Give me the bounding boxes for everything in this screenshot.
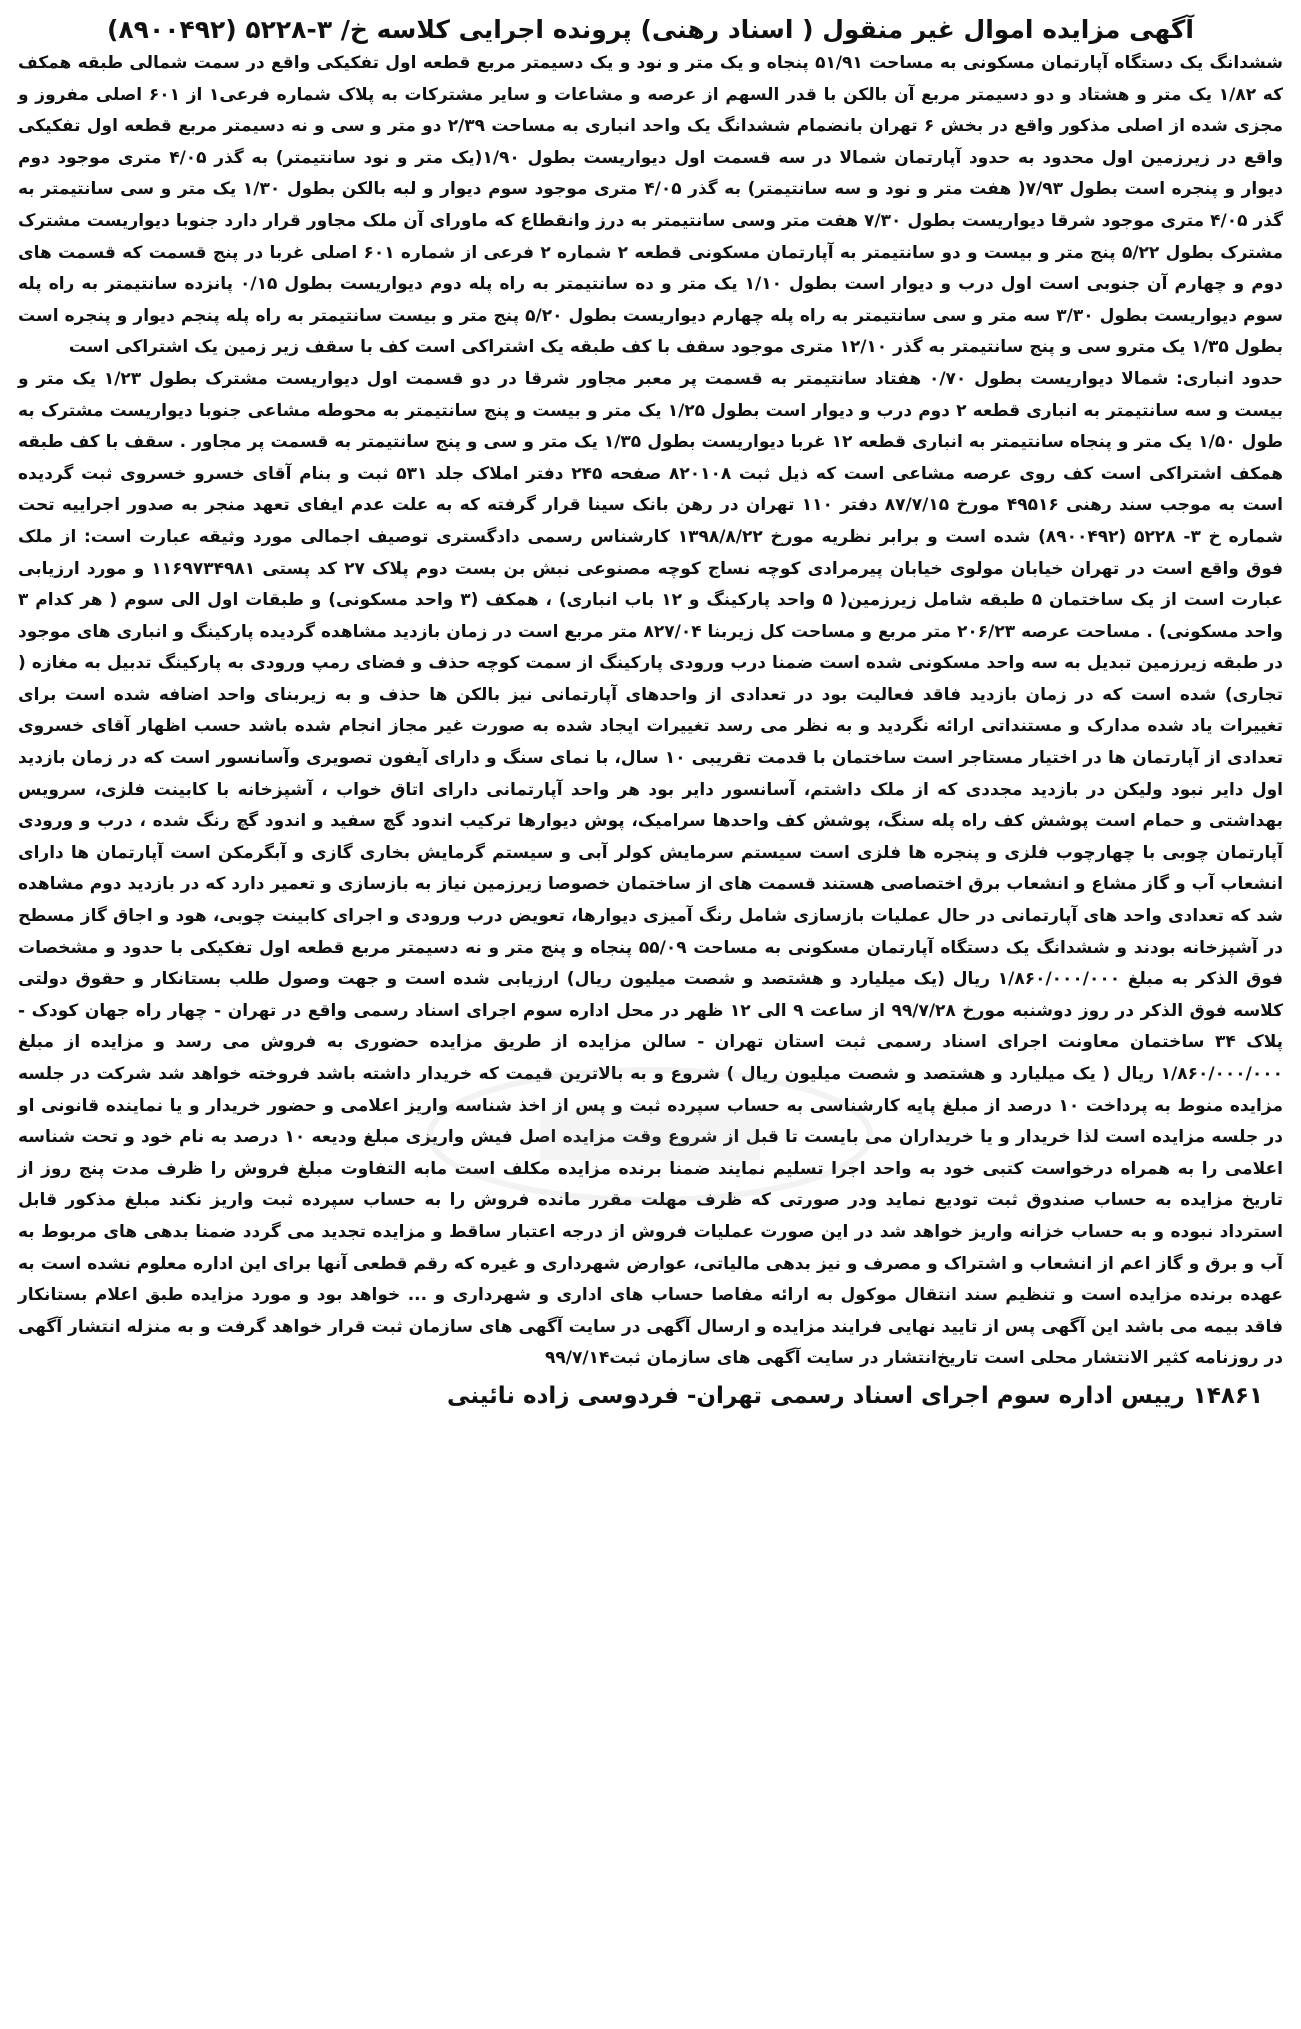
property-description-paragraph: ششدانگ یک دستگاه آپارتمان مسکونی به مساحت ۵۱/۹۱ پنجاه و یک متر و نود و یک دسیمتر مربع قطعه اول تفکیکی واقع در سمت شمالی طبقه همکف که ۱/۸۲ یک متر و هشتاد و دو دسیمتر مربع آن بالکن با قدر السهم از عرصه و مشاعات و سایر مشترکات به پلاک شماره فرعی۱ از ۶۰۱ اصلی مفروز و مجزی شده از اصلی مذکور واقع در بخش ۶ تهران بانضمام ششدانگ یک واحد انباری به مساحت ۲/۳۹ دو متر و سی و نه دسیمتر مربع قطعه اول تفکیکی واقع در زیرزمین اول محدود به حدود آپارتمان شمالا در سه قسمت اول دیواریست بطول ۱/۹۰(یک متر و نود سانتیمتر) به گذر ۴/۰۵ متری موجود دوم دیوار و پنجره است بطول ۷/۹۳( هفت متر و نود و سه سانتیمتر) به گذر ۴/۰۵ متری موجود سوم دیوار و لبه بالکن بطول ۱/۳۰ یک متر و سی سانتیمتر به گذر ۴/۰۵ متری موجود شرقا دیواریست بطول ۷/۳۰ هفت متر وسی سانتیمتر به درز وانقطاع که ماورای آن ملک مجاور قرار دارد جنوبا دیواریست مشترک مشترک بطول ۵/۲۲ پنج متر و بیست و دو سانتیمتر به آپارتمان مسکونی قطعه ۲ شماره ۲ فرعی از شماره ۶۰۱ اصلی غربا در پنج قسمت که قسمت های دوم و چهارم آن جنوبی است اول درب و دیوار است بطول ۱/۱۰ یک متر و ده سانتیمتر به راه پله دوم دیواریست بطول ۰/۱۵ پانزده سانتیمتر به راه پله سوم دیواریست بطول ۳/۳۰ سه متر و سی سانتیمتر به راه پله چهارم دیواریست بطول ۵/۲۰ پنج متر و بیست سانتیمتر به راه پله پنجم دیوار و پنجره است بطول ۱/۳۵ یک مترو سی و پنج سانتیمتر به گذر ۱۲/۱۰ متری موجود سقف با کف طبقه یک اشتراکی است کف با سقف زیر زمین یک اشتراکی است bbox=[18, 53, 1284, 358]
notice-signature: ۱۴۸۶۱ رییس اداره سوم اجرای اسناد رسمی تهران- فردوسی زاده نائینی bbox=[447, 1382, 1263, 1409]
notice-title: آگهی مزایده اموال غیر منقول ( اسناد رهنی) پرونده اجرایی کلاسه خ/ ۳-۵۲۲۸ (۸۹۰۰۴۹۲) bbox=[106, 15, 1194, 44]
storage-and-auction-terms-paragraph: حدود انباری: شمالا دیواریست بطول ۰/۷۰ هفتاد سانتیمتر به قسمت پر معبر مجاور شرقا در دو قسمت اول دیواریست مشترک بطول ۱/۲۳ یک متر و بیست و سه سانتیمتر به انباری قطعه ۲ دوم درب و دیوار است بطول ۱/۲۵ یک متر و بیست و پنج سانتیمتر به محوطه مشاعی جنوبا دیواریست مشترک به طول ۱/۵۰ یک متر و پنجاه سانتیمتر به انباری قطعه ۱۲ غربا دیواریست بطول ۱/۳۵ یک متر و سی و پنج سانتیمتر به قسمت پر مجاور . سقف با کف طبقه همکف اشتراکی است کف روی عرصه مشاعی است که ذیل ثبت ۸۲۰۱۰۸ صفحه ۲۴۵ دفتر املاک جلد ۵۳۱ ثبت و بنام آقای خسرو خسروی ثبت گردیده است به موجب سند رهنی ۴۹۵۱۶ مورخ ۸۷/۷/۱۵ دفتر ۱۱۰ تهران در رهن بانک سینا قرار گرفته که به علت عدم ایفای تعهد منجر به صدور اجراییه تحت شماره خ ۳- ۵۲۲۸ (۸۹۰۰۴۹۲) شده است و برابر نظریه مورخ ۱۳۹۸/۸/۲۲ کارشناس رسمی دادگستری توصیف اجمالی مورد وثیقه عبارت است: از ملک فوق واقع است در تهران خیابان مولوی خیابان پیرمرادی کوچه نساج کوچه مصنوعی نبش بن بست دوم پلاک ۲۷ کد پستی ۱۱۶۹۷۳۴۹۸۱ و مورد ارزیابی عبارت است از یک ساختمان ۵ طبقه شامل زیرزمین( ۵ واحد پارکینگ و ۱۲ باب انباری) ، همکف (۳ واحد مسکونی) و طبقات اول الی سوم ( هر کدام ۳ واحد مسکونی) . مساحت عرصه ۲۰۶/۲۳ متر مربع و مساحت کل زیربنا ۸۲۷/۰۴ متر مربع است در زمان بازدید مشاهده گردیده پارکینگ و انباری های موجود در طبقه زیرزمین تبدیل به سه واحد مسکونی شده است ضمنا درب ورودی پارکینگ از سمت کوچه حذف و فضای رمپ ورودی به پارکینگ تدبیل به مغازه ( تجاری) شده است که در زمان بازدید فاقد فعالیت بود در تعدادی از واحدهای آپارتمانی نیز بالکن ها حذف و به زیربنای واحد اضافه شده است برای تغییرات یاد شده مدارک و مستنداتی ارائه نگردید و به نظر می رسد تغییرات ایجاد شده به صورت غیر مجاز انجام شده باشد حسب اظهار آقای خسروی تعدادی از آپارتمان ها در اختیار مستاجر است ساختمان با قدمت تقریبی ۱۰ سال، با نمای سنگ و دارای آیفون تصویری وآسانسور است که در زمان بازدید اول دایر نبود ولیکن در بازدید مجددی که از ملک داشتم، آسانسور دایر بود هر واحد آپارتمانی دارای اتاق خواب ، آشپزخانه با کابینت فلزی، سرویس بهداشتی و حمام است پوشش کف راه پله سنگ، پوشش کف واحدها سرامیک، پوش دیوارها ترکیب اندود گچ سفید و اندود گچ رنگ شده ، درب و ورودی آپارتمان چوبی با چهارچوب فلزی و پنجره ها فلزی است سیستم سرمایش کولر آبی و سیستم گرمایش بخاری گازی و آبگرمکن است آپارتمان ها دارای انشعاب آب و گاز مشاع و انشعاب برق اختصاصی هستند قسمت های از ساختمان خصوصا زیرزمین نیاز به بازسازی و تعمیر دارد که در بازدید دوم مشاهده شد که تعدادی واحد های آپارتمانی در حال عملیات بازسازی شامل رنگ آمیزی دیوارها، تعویض درب ورودی و اجرای کابینت چوبی، هود و اجاق گاز مسطح در آشپزخانه بودند و ششدانگ یک دستگاه آپارتمان مسکونی به مساحت ۵۵/۰۹ پنجاه و پنج متر و نه دسیمتر مربع قطعه اول تفکیکی با حدود و مشخصات فوق الذکر به مبلغ ۱/۸۶۰/۰۰۰/۰۰۰ ریال (یک میلیارد و هشتصد و شصت میلیون ریال) ارزیابی شده است و جهت وصول طلب بستانکار و حقوق دولتی کلاسه فوق الذکر در روز دوشنبه مورخ ۹۹/۷/۲۸ از ساعت ۹ الی ۱۲ ظهر در محل اداره سوم اجرای اسناد رسمی واقع در تهران - چهار راه جهان کودک - پلاک ۳۴ ساختمان معاونت اجرای اسناد رسمی ثبت استان تهران - سالن مزایده از طریق مزایده حضوری به فروش می رسد و مزایده از مبلغ ۱/۸۶۰/۰۰۰/۰۰۰ ریال ( یک میلیارد و هشتصد و شصت میلیون ریال ) شروع و به بالاترین قیمت که خریدار داشته باشد فروخته خواهد شد شرکت در جلسه مزایده منوط به پرداخت ۱۰ درصد از مبلغ پایه کارشناسی به حساب سپرده ثبت و پس از اخذ شناسه واریز اعلامی و حضور خریدار و یا نماینده قانونی او در جلسه مزایده است لذا خریدار و یا خریداران می بایست تا قبل از شروع وقت مزایده اصل فیش واریزی مبلغ ودیعه ۱۰ درصد به نام خود و تحت شناسه اعلامی را به همراه درخواست کتبی خود به واحد اجرا تسلیم نمایند ضمنا برنده مزایده مکلف است مابه التفاوت مبلغ فروش را ظرف مدت پنج روز از تاریخ مزایده به حساب صندوق ثبت تودیع نماید ودر صورتی که ظرف مهلت مقرر مانده فروش را به حساب سپرده ثبت واریز نکند مبلغ مذکور قابل استرداد نبوده و به حساب خزانه واریز خواهد شد در این صورت عملیات فروش از درجه اعتبار ساقط و مزایده تجدید می گردد ضمنا بدهی های مربوط به آب و برق و گاز اعم از انشعاب و اشتراک و مصرف و نیز بدهی مالیاتی، عوارض شهرداری و غیره که رقم قطعی آنها برای این اداره معلوم نشده است به عهده برنده مزایده است و تنظیم سند انتقال موکول به ارائه مفاصا حساب های اداری و شهرداری و ... خواهد بود و مورد مزایده طبق اعلام بستانکار فاقد بیمه می باشد این آگهی پس از تایید نهایی فرایند مزایده و ارسال آگهی در سایت آگهی های سازمان ثبت قرار خواهد گرفت و به منزله انتشار آگهی در روزنامه کثیر الانتشار محلی است تاریخ‌انتشار در سایت آگهی های سازمان ثبت۹۹/۷/۱۴ bbox=[18, 368, 1284, 1369]
